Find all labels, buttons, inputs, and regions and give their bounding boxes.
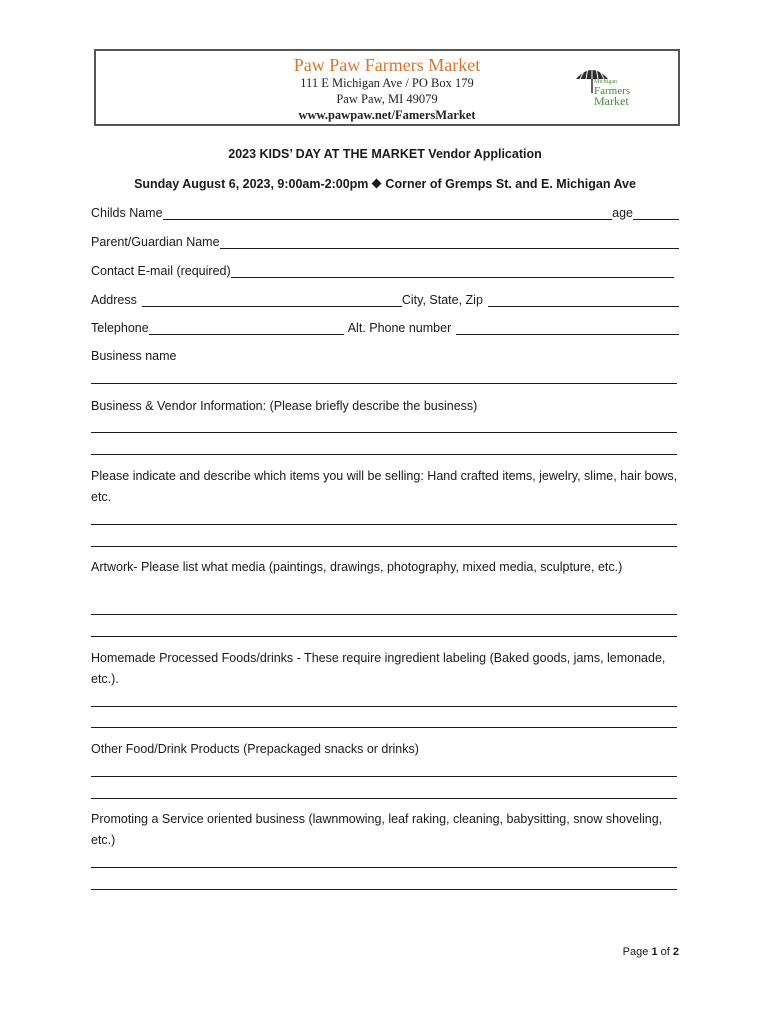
- age-label: age: [612, 206, 633, 220]
- artwork-line-1[interactable]: [91, 614, 677, 615]
- service-line-2[interactable]: [91, 889, 677, 890]
- address-field[interactable]: [142, 292, 402, 307]
- items-line-2[interactable]: [91, 546, 677, 547]
- email-row: [91, 261, 674, 279]
- email-field[interactable]: [231, 263, 674, 278]
- logo-line-2: Farmers: [594, 85, 631, 97]
- homemade-line-1[interactable]: [91, 706, 677, 707]
- address-line-1: 111 E Michigan Ave / PO Box 179: [300, 76, 474, 90]
- guardian-field[interactable]: [220, 234, 679, 249]
- city-state-zip-label: City, State, Zip: [401, 293, 483, 307]
- event-location: Corner of Gremps St. and E. Michigan Ave: [385, 177, 636, 191]
- artwork-line-2[interactable]: [91, 636, 677, 637]
- alt-phone-field[interactable]: [456, 320, 679, 335]
- phone-row: [91, 318, 679, 336]
- items-line-1[interactable]: [91, 524, 677, 525]
- child-name-label: Childs Name: [91, 206, 163, 220]
- telephone-field[interactable]: [149, 320, 344, 335]
- other-food-line-1[interactable]: [91, 776, 677, 777]
- umbrella-logo-icon: [572, 65, 642, 115]
- page-label: Page: [622, 946, 649, 958]
- guardian-row: [91, 232, 679, 250]
- website: www.pawpaw.net/FamersMarket: [298, 108, 476, 122]
- address-label: Address: [91, 293, 137, 307]
- page-number: [623, 946, 679, 958]
- header-box: [94, 49, 680, 126]
- age-field[interactable]: [633, 205, 679, 220]
- child-name-field[interactable]: [163, 205, 613, 220]
- business-info-line-1[interactable]: [91, 432, 677, 433]
- business-name-label: Business name: [91, 349, 177, 363]
- page-current: 1: [651, 946, 658, 958]
- page-of: of: [660, 946, 670, 958]
- event-details: [0, 177, 770, 191]
- logo-line-1: Michigan: [594, 79, 617, 85]
- form-title: 2023 KIDS’ DAY AT THE MARKET Vendor Application: [228, 147, 542, 161]
- business-name-field[interactable]: [91, 383, 677, 384]
- child-row: [91, 203, 679, 221]
- homemade-question: Homemade Processed Foods/drinks - These require ingredient labeling (Baked goods, jams, lemonade, etc.).: [91, 651, 666, 686]
- homemade-line-2[interactable]: [91, 727, 677, 728]
- business-info-question: Business & Vendor Information: (Please briefly describe the business): [91, 399, 478, 413]
- items-question: Please indicate and describe which items you will be selling: Hand crafted items, jewelry, slime, hair bows, etc.: [91, 469, 678, 504]
- address-line-2: Paw Paw, MI 49079: [336, 92, 438, 106]
- other-food-question: Other Food/Drink Products (Prepackaged snacks or drinks): [91, 742, 419, 756]
- alt-phone-label: Alt. Phone number: [347, 321, 452, 335]
- other-food-line-2[interactable]: [91, 798, 677, 799]
- address-row: [91, 290, 679, 308]
- logo-line-3: Market: [594, 94, 629, 108]
- service-question: Promoting a Service oriented business (lawnmowing, leaf raking, cleaning, babysitting, snow shoveling, etc.): [91, 812, 663, 847]
- telephone-label: Telephone: [91, 321, 149, 335]
- event-date: Sunday August 6, 2023, 9:00am-2:00pm: [134, 177, 369, 191]
- service-line-1[interactable]: [91, 867, 677, 868]
- business-info-line-2[interactable]: [91, 454, 677, 455]
- email-label: Contact E-mail (required): [91, 264, 231, 278]
- artwork-question: Artwork- Please list what media (paintings, drawings, photography, mixed media, sculpture, etc.): [91, 560, 623, 574]
- city-state-zip-field[interactable]: [488, 292, 679, 307]
- market-title: Paw Paw Farmers Market: [293, 55, 481, 75]
- diamond-icon: [372, 179, 382, 189]
- page-total: 2: [672, 946, 679, 958]
- guardian-label: Parent/Guardian Name: [91, 235, 220, 249]
- logo-text: [594, 79, 644, 106]
